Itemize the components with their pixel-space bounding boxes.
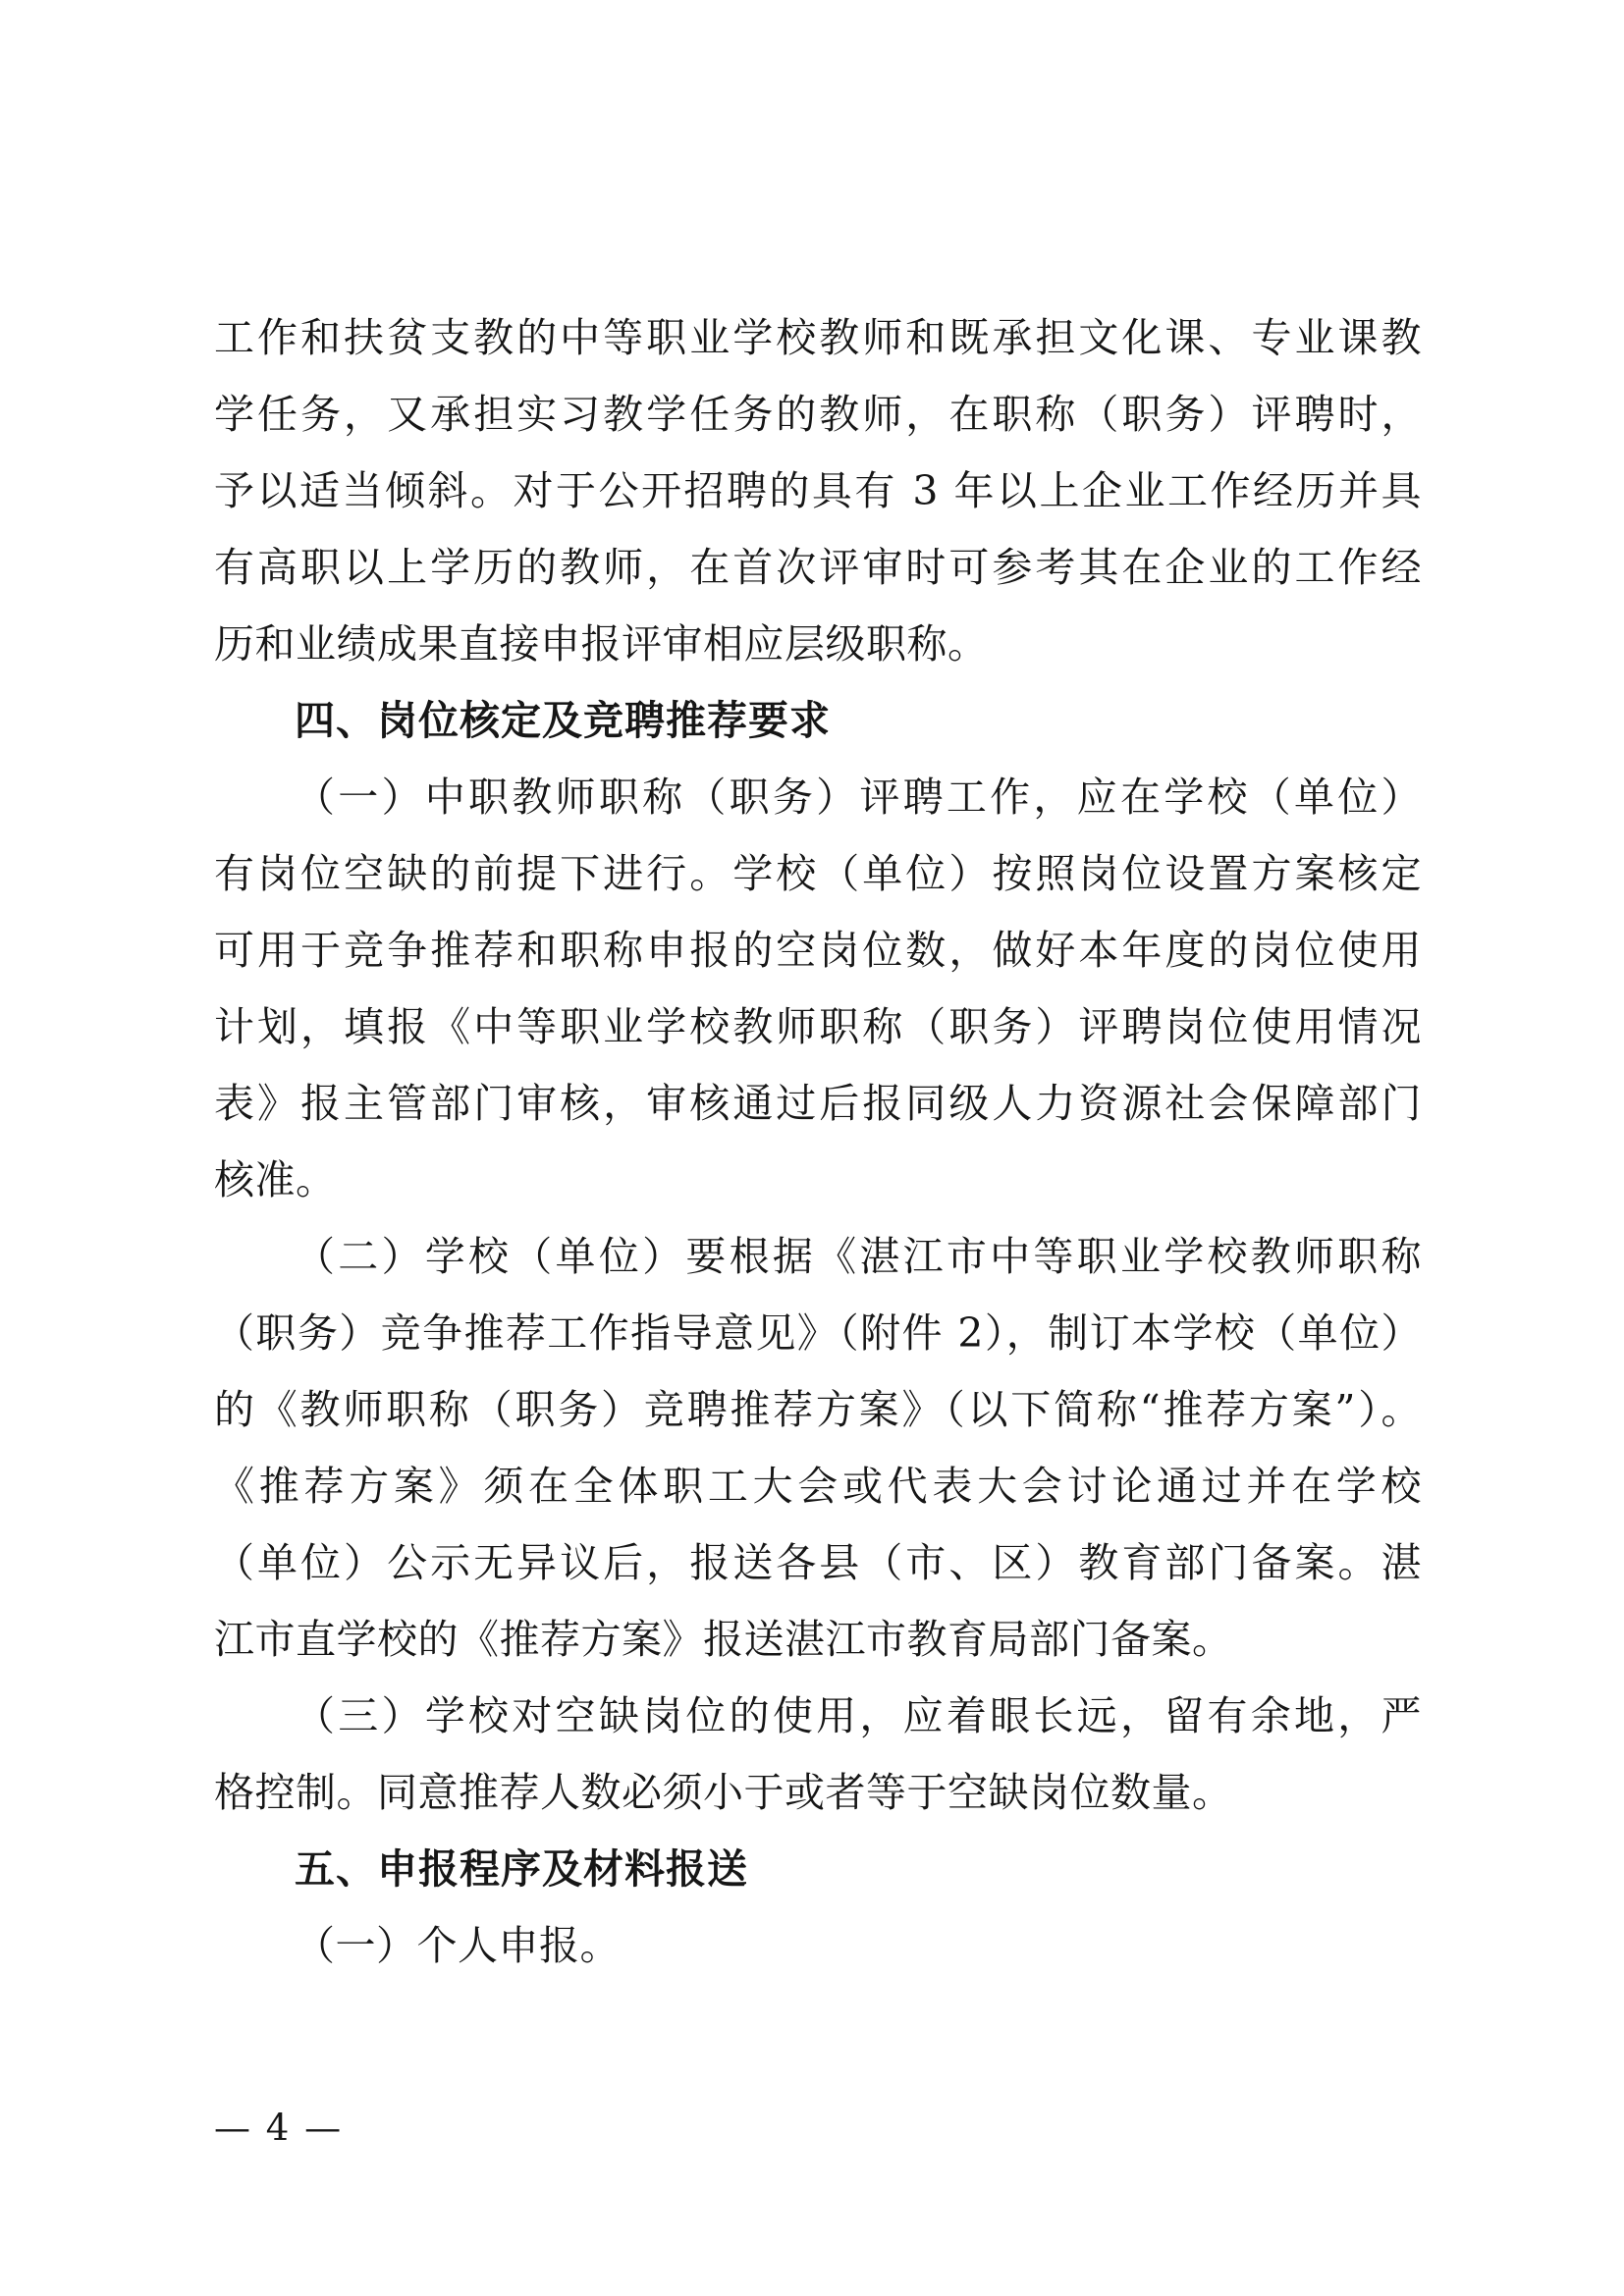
text-line: 可用于竞争推荐和职称申报的空岗位数，做好本年度的岗位使用 (214, 927, 1422, 974)
text-line: 历和业绩成果直接申报评审相应层级职称。 (214, 620, 989, 667)
text-line: （一）中职教师职称（职务）评聘工作，应在学校（单位） (295, 774, 1422, 821)
text-line: 有岗位空缺的前提下进行。学校（单位）按照岗位设置方案核定 (214, 850, 1422, 897)
text-line: 的《教师职称（职务）竞聘推荐方案》（以下简称“推荐方案”）。 (214, 1386, 1422, 1433)
text-line: （单位）公示无异议后，报送各县（市、区）教育部门备案。湛 (214, 1539, 1422, 1586)
text-line: （三）学校对空缺岗位的使用，应着眼长远，留有余地，严 (295, 1692, 1422, 1739)
text-line: 江市直学校的《推荐方案》报送湛江市教育局部门备案。 (214, 1616, 1233, 1663)
text-line: 有高职以上学历的教师，在首次评审时可参考其在企业的工作经 (214, 544, 1422, 591)
text-line: 予以适当倾斜。对于公开招聘的具有 3 年以上企业工作经历并具 (214, 467, 1422, 514)
text-line: （一）个人申报。 (295, 1922, 621, 1969)
text-line: （职务）竞争推荐工作指导意见》（附件 2），制订本学校（单位） (214, 1309, 1422, 1357)
text-line: 工作和扶贫支教的中等职业学校教师和既承担文化课、专业课教 (214, 314, 1422, 361)
text-line: 计划，填报《中等职业学校教师职称（职务）评聘岗位使用情况 (214, 1003, 1422, 1050)
text-line: 核准。 (214, 1156, 337, 1203)
text-line: 《推荐方案》须在全体职工大会或代表大会讨论通过并在学校 (214, 1463, 1422, 1510)
text-line: 格控制。同意推荐人数必须小于或者等于空缺岗位数量。 (214, 1769, 1233, 1816)
text-line: 表》报主管部门审核，审核通过后报同级人力资源社会保障部门 (214, 1080, 1422, 1127)
text-line: 学任务，又承担实习教学任务的教师，在职称（职务）评聘时， (214, 391, 1422, 438)
text-line: （二）学校（单位）要根据《湛江市中等职业学校教师职称 (295, 1233, 1422, 1280)
section-heading: 四、岗位核定及竞聘推荐要求 (295, 697, 831, 744)
body-text (214, 299, 1422, 1984)
section-heading: 五、申报程序及材料报送 (295, 1845, 748, 1893)
page-number: — 4 — (214, 2107, 344, 2149)
